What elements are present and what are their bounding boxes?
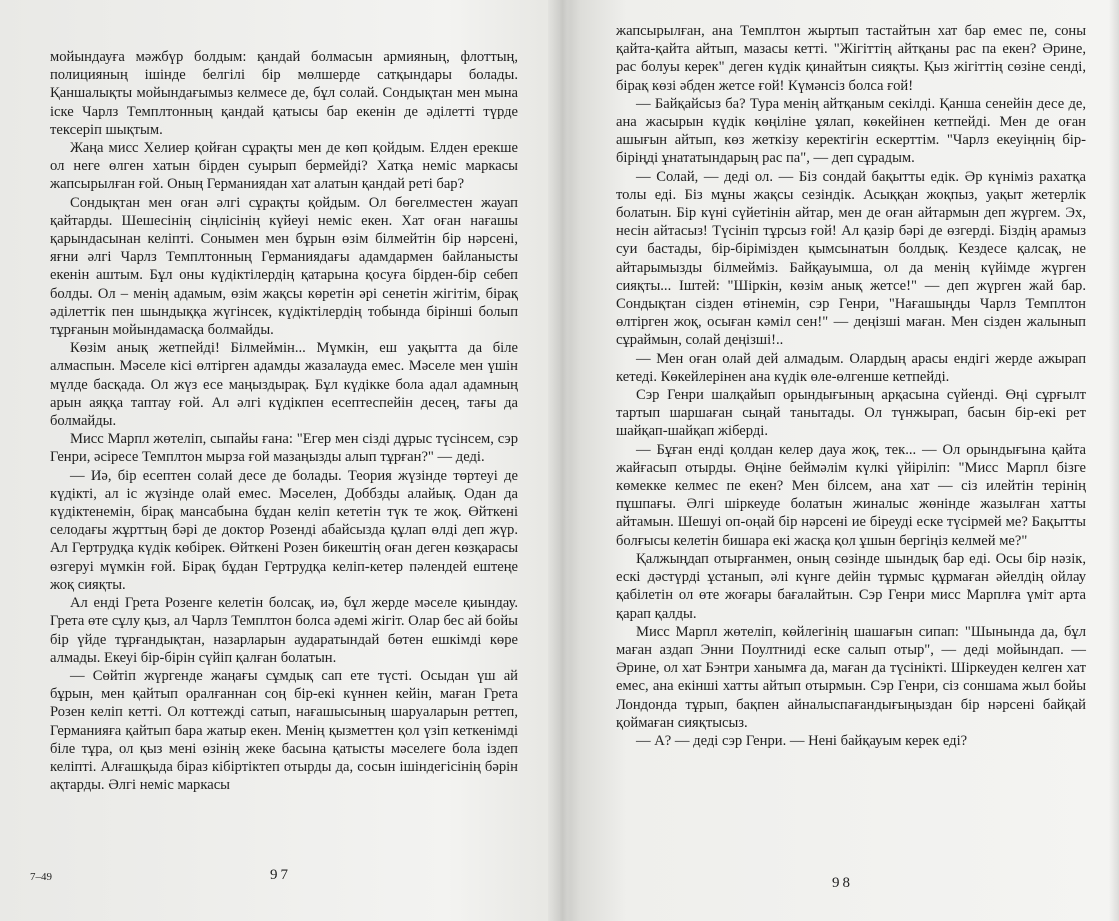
left-paragraph-1: мойындауға мәжбүр болдым: қандай болмасын армияның, флоттың, полицияның ішінде белгілі бір мөлшерде сатқындары болады. Қаншалықты мойындағымыз келмесе де, бұл солай. Сондықтан мен мына іске Чарлз Темплтонның қандай қатысы бар екенін де әділетті түрде тексеріп шықтым. (50, 49, 518, 138)
right-paragraph-1: жапсырылған, ана Темплтон жыртып тастайтын хат бар емес пе, соны қайта-қайта айтып, мазасы кетті. "Жігіттің айтқаны рас па екен? Әрине, рас болуы керек" деген күдік қинайтын сияқты. Қыз жігіттің сөзіне сенді, бірақ көзі әбден жетсе ғой! Күмәнсіз болса ғой! (616, 23, 1086, 94)
left-page (0, 0, 548, 921)
right-page-number: 98 (832, 875, 853, 891)
left-page-text (50, 48, 518, 794)
left-page-number: 97 (270, 867, 291, 883)
right-paragraph-7: Қалжыңдап отырғанмен, оның сөзінде шындық бар еді. Осы бір нәзік, ескі дәстүрді ұстанып, әлі күнге дейін тұрмыс құрмаған әйелдің ойлау қабілетін ол өте жоғары бағалайтын. Сэр Генри мисс Марплға үміт арта қарап қалды. (616, 550, 1086, 622)
left-paragraph-2: Жаңа мисс Хелиер қойған сұрақты мен де көп қойдым. Елден ерекше ол неге өлген хатын бірден суырып бермейді? Хатқа неміс маркасы жапсырылған ғой. Оның Германиядан хат алатын қандай реті бар? (50, 140, 518, 193)
left-paragraph-3: Сондықтан мен оған әлгі сұрақты қойдым. Ол бөгелместен жауап қайтарды. Шешесінің сіңлісінің күйеуі неміс екен. Хат оған нағашы қарындасынан келіпті. Сонымен мен бұрын өзім білмейтін бір нәрсені, яғни әлгі Чарлз Темплтонның Германиядағы адамдармен байланысты екенін аштым. Бұл оны күдіктілердің қатарына қосуға бірден-бір себеп болды. Ол – менің адамым, өзім жақсы көретін әрі сенетін жігітім, бірақ әділеттік пен шындыққа жүгінсек, күдіктілердің тобында бірінші болып тұрғанын мойындамасқа болмайды. (50, 194, 518, 339)
left-paragraph-8: — Сөйтіп жүргенде жаңағы сұмдық сап ете түсті. Осыдан үш ай бұрын, мен қайтып оралғаннан соң бір-екі күннен кейін, маған Грета Розен келіп кетті. Ол коттежді сатып, нағашысының шаруаларын реттеп, Германияға қайтып бара жатыр екен. Менің қызметтен қол үзіп кеткенімді біле тұра, ол қыз мені өзінің жеке басына қатысты мәселеге бола іздеп келіпті. Алғашқыда біраз кібіртіктеп отырды да, сосын ішіндегісінің бәрін ақтарды. Әлгі неміс маркасы (50, 667, 518, 794)
left-paragraph-7: Ал енді Грета Розенге келетін болсақ, иә, бұл жерде мәселе қиындау. Грета өте сұлу қыз, ал Чарлз Темплтон болса әдемі жігіт. Олар бес ай бойы бір үйде тұрғандықтан, назарларын аударатындай бөтен ешкімді көре алмады. Екеуі бір-бірін сүйіп қалған болатын. (50, 595, 518, 666)
right-paragraph-4: — Мен оған олай дей алмадым. Олардың арасы ендігі жерде ажырап кетеді. Көкейлерінен ана күдік өле-өлгенше кетпейді. (616, 350, 1086, 385)
right-page-edge-shadow (1109, 0, 1119, 921)
right-paragraph-2: — Байқайсыз ба? Тура менің айтқаным секілді. Қанша сенейін десе де, ана жасырын күдік көңіліне ұялап, көкейінен кетпейді. Мен де оған ашығын айтып, көз жеткізу керектігін ескерттім. "Чарлз екеуіңнің бір-біріңді ұнататындарың рас па", — деп сұрадым. (616, 95, 1086, 167)
book-gutter-shadow (548, 0, 580, 921)
right-paragraph-6: — Бұған енді қолдан келер дауа жоқ, тек... — Ол орындығына қайта жайғасып отырды. Өңіне беймәлім күлкі үйіріліп: "Мисс Марпл бізге көмекке келмес пе екен? Мен білсем, ана хат — сіз илейтін терінің пұшпағы. Әлгі шіркеуде болатын жиналыс жөнінде жазылған хатты айтамын. Шешуі оп-оңай бір нәрсені ие біреуді еске түсірмей ме? Бақытты болғысы келетін бишара екі жасқа қол ұшын бергіңіз келмей ме?" (616, 441, 1086, 549)
right-paragraph-3: — Солай, — деді ол. — Біз сондай бақытты едік. Әр күніміз рахатқа толы еді. Біз мұны жақсы сезіндік. Асыққан жоқпыз, уақыт жетерлік болатын. Бір күні сүйетінін айтар, мен де оған айтармын деп жүргем. Эх, несін айтасыз! Түсініп тұрсыз ғой! Ал қазір бәрі де өзгерді. Біздің арамыз суи бастады, бір-бірімізден қымсынатын болдық. Кездесе қалсақ, не айтарымызды білмейміз. Байқауымша, ол да менің күйімде жүрген сияқты... Іштей: "Шіркін, көзім анық жетсе!" — деп жүрген жай бар. Сондықтан сізден өтінемін, сэр Генри, "Нағашыңды Чарлз Темплтон өлтірген жоқ, осыған кәміл сен!" — деңізші маған. Мен сізден жалынып сұраймын, солай деңізші!.. (616, 168, 1086, 349)
right-page-text (616, 22, 1086, 750)
left-paragraph-5: Мисс Марпл жөтеліп, сыпайы ғана: "Егер мен сізді дұрыс түсінсем, сэр Генри, әсіресе Темплтон мырза ғой мазаңызды алып тұрған?" — деді. (50, 431, 518, 466)
right-page (580, 0, 1119, 921)
right-paragraph-9: — А? — деді сэр Генри. — Нені байқауым керек еді? (636, 732, 968, 749)
right-paragraph-5: Сэр Генри шалқайып орындығының арқасына сүйенді. Өңі сұрғылт тартып шаршаған сыңай танытады. Ол түнжырап, басын бір-екі рет шайқап-шайқап жіберді. (616, 387, 1086, 440)
printer-signature-mark: 7–49 (30, 871, 52, 883)
left-paragraph-6: — Иә, бір есептен солай десе де болады. Теория жүзінде төртеуі де күдікті, ал іс жүзінде олай емес. Мәселен, Доббзды алайық. Одан да күдіктенемін, бірақ мансабына бұдан келіп кететін түк те жоқ. Өйткені селодағы жұрттың бәрі де доктор Розенді абайсызда құлап өлді деп жүр. Ал Гертрудқа күдік көбірек. Өйткені Розен бикештің оған деген көзқарасы өзгеруі мүмкін ғой. Бірақ бұдан Гертрудқа келіп-кетер пәлендей ештеңе жоқ сияқты. (50, 467, 518, 593)
right-paragraph-8: Мисс Марпл жөтеліп, көйлегінің шашағын сипап: "Шынында да, бұл маған аздап Энни Поултнидi еске салып отыр", — деді мойындап. — Әрине, ол хат Бэнтри ханымға да, маған да түсінікті. Шіркеуден келген хат емес, ана екінші хатты айтып отырмын. Сэр Генри, сіз соншама жыл бойы Лондонда тұрып, бақпен айналыспағандығыңыздан бір нәрсені байқай қоймаған сияқтысыз. (616, 623, 1086, 731)
left-paragraph-4: Көзім анық жетпейді! Білмеймін... Мүмкін, еш уақытта да біле алмаспын. Мәселе кісі өлтірген адамды жазалауда емес. Мәселе мен үшін мүлде басқада. Ол жүз есе маңыздырақ. Бұл күдікке бола адал адамның арын аяққа таптау ғой. Ал әлгі күдікпен есептеспейін десең, тағы да болмайды. (50, 340, 518, 430)
